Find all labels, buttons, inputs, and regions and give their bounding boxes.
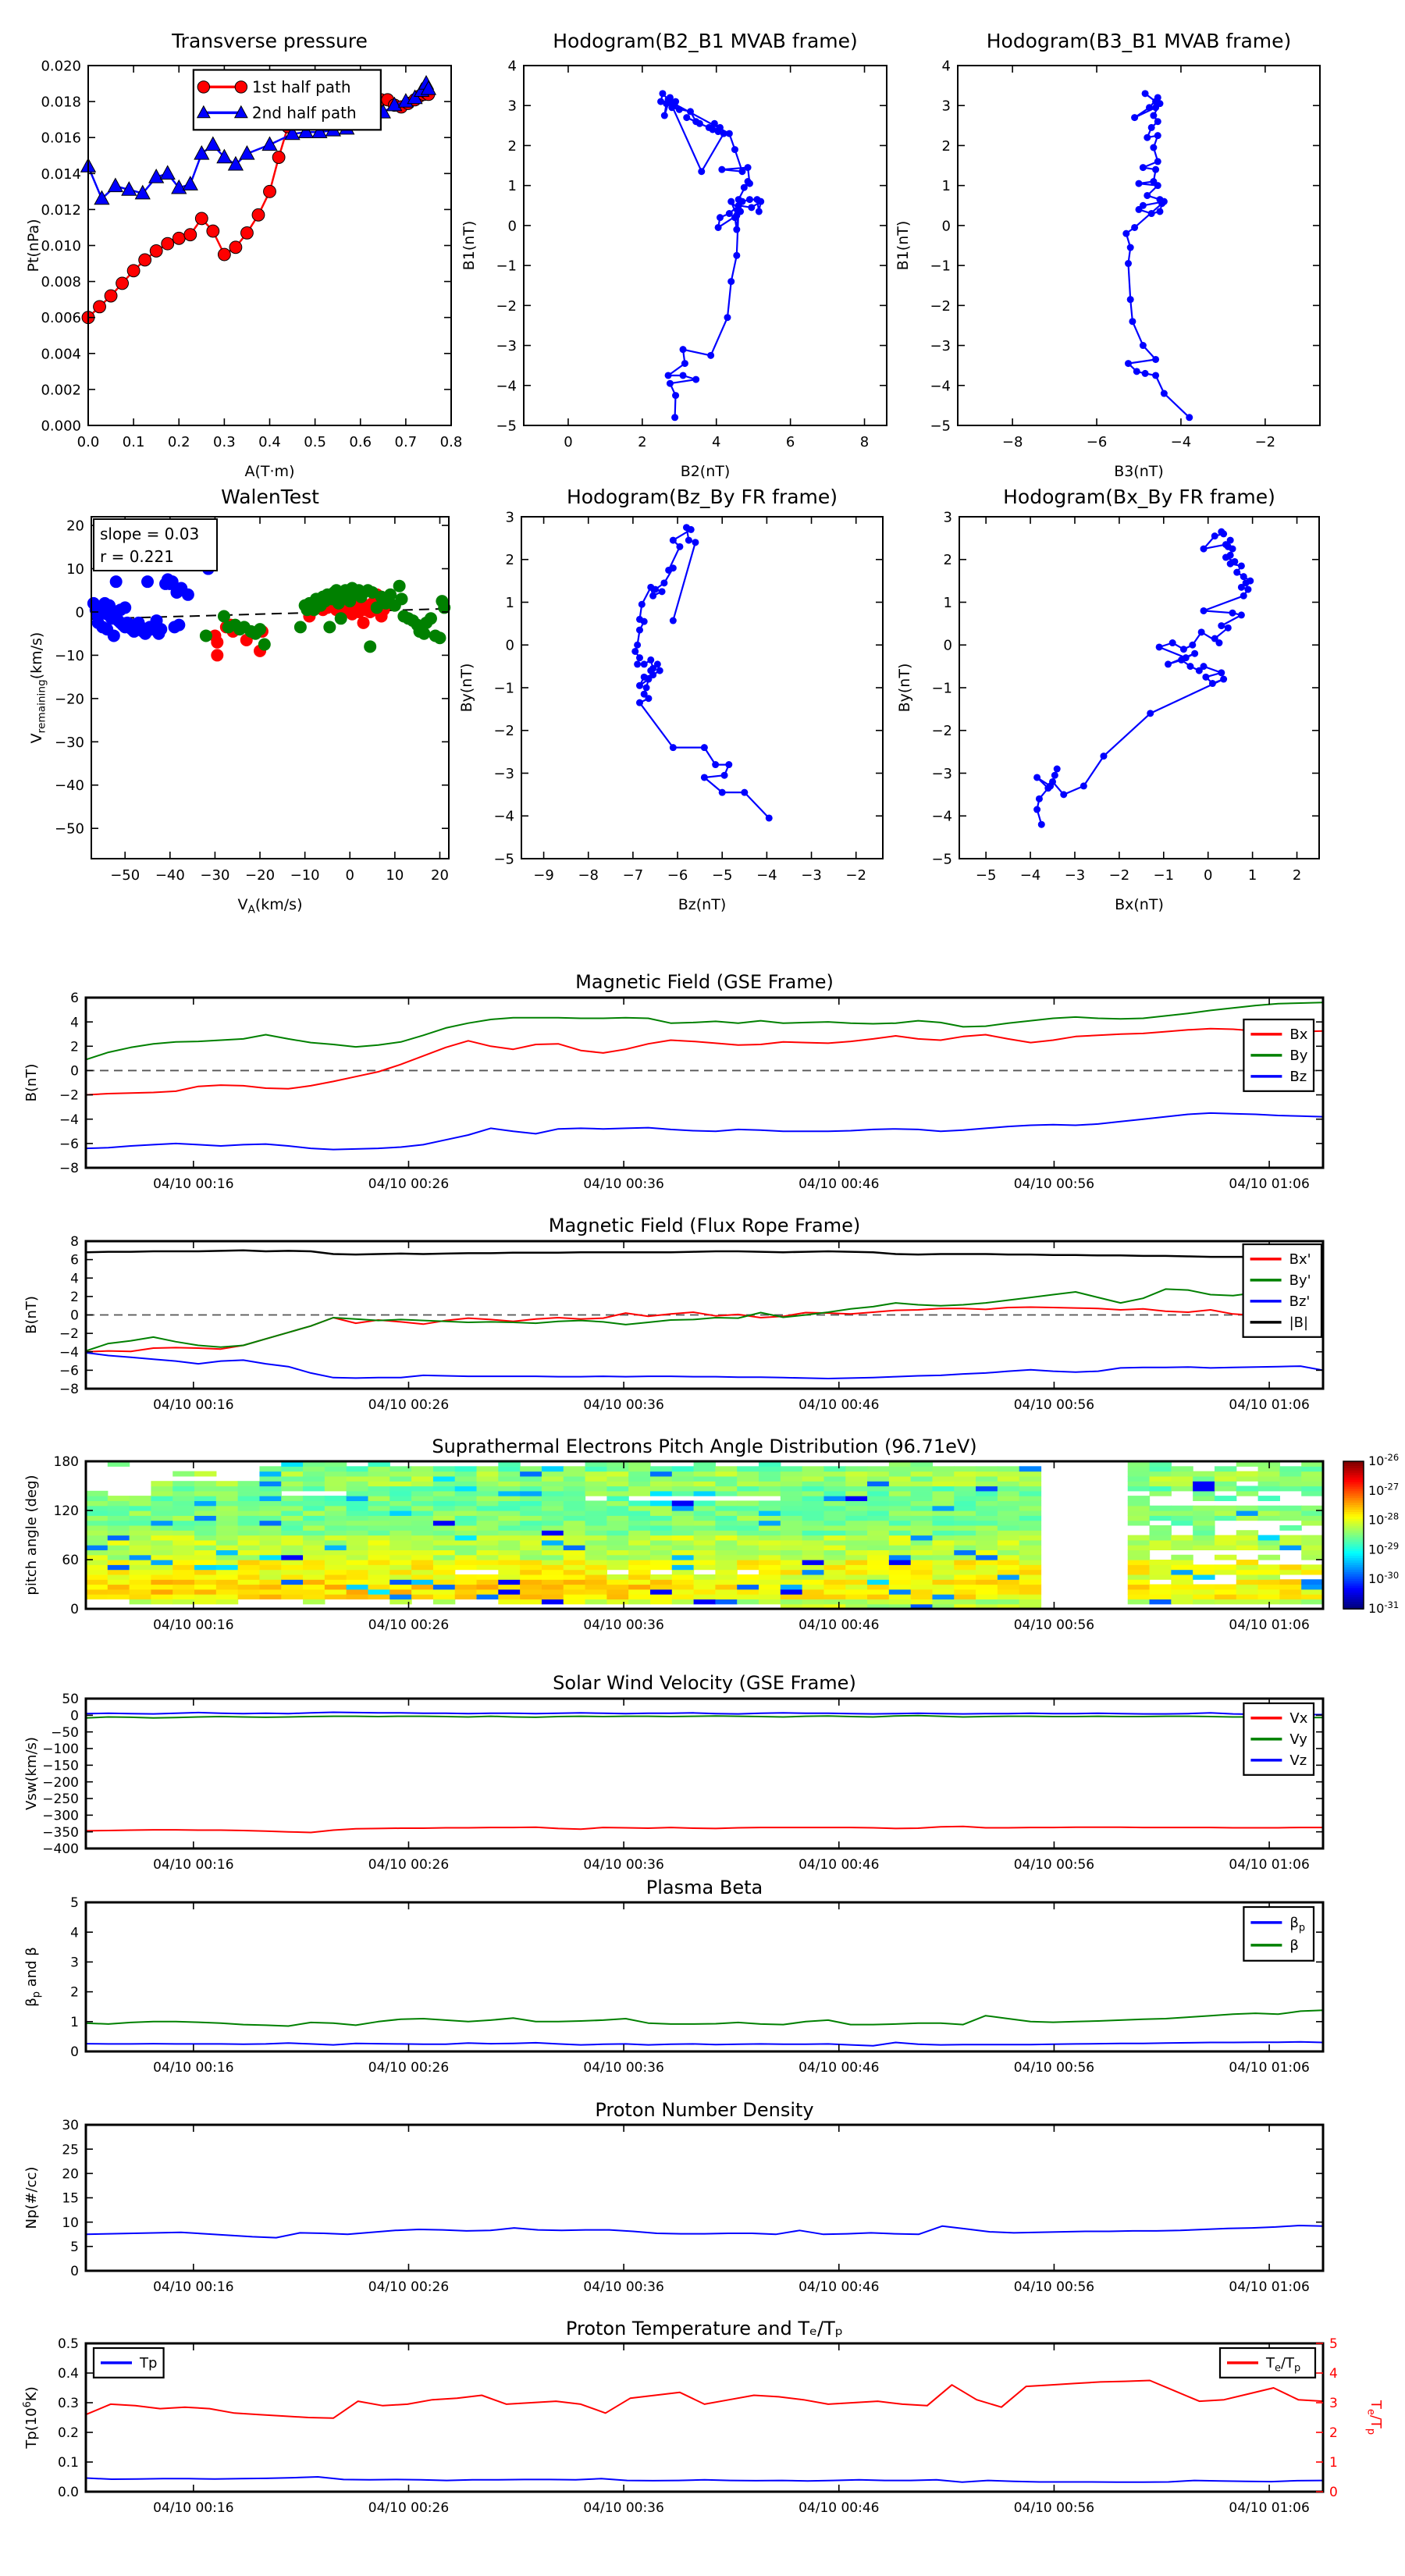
svg-text:10: 10 (62, 2215, 79, 2231)
svg-text:1: 1 (505, 594, 514, 611)
svg-text:A(T·m): A(T·m) (244, 463, 295, 480)
svg-text:04/10 00:26: 04/10 00:26 (368, 1176, 450, 1192)
svg-text:r = 0.221: r = 0.221 (100, 547, 174, 566)
svg-text:3: 3 (1329, 2396, 1338, 2412)
svg-text:1: 1 (1329, 2455, 1338, 2471)
svg-text:−4: −4 (59, 1344, 79, 1361)
svg-text:Np(#/cc): Np(#/cc) (23, 2166, 40, 2229)
svg-text:Bz(nT): Bz(nT) (678, 896, 727, 913)
svg-text:2: 2 (70, 1289, 79, 1305)
svg-text:0: 0 (75, 604, 84, 621)
svg-text:0.3: 0.3 (57, 2396, 79, 2412)
svg-text:10: 10 (66, 561, 84, 578)
svg-text:0.010: 0.010 (41, 237, 81, 254)
svg-text:0: 0 (70, 1063, 79, 1080)
svg-text:−3: −3 (930, 338, 951, 355)
svg-text:04/10 00:56: 04/10 00:56 (1013, 2060, 1095, 2076)
svg-text:−2: −2 (496, 297, 517, 315)
svg-text:B(nT): B(nT) (23, 1296, 40, 1334)
svg-text:5: 5 (70, 2239, 79, 2255)
svg-text:0.7: 0.7 (394, 434, 418, 450)
proton-temperature-title: Proton Temperature and Tₑ/Tₚ (565, 2318, 844, 2339)
svg-text:04/10 00:26: 04/10 00:26 (368, 2279, 450, 2295)
svg-text:04/10 01:06: 04/10 01:06 (1229, 1176, 1310, 1192)
magnetic-field-fr-chart (25, 1232, 1405, 1428)
svg-text:180: 180 (53, 1454, 79, 1471)
svg-text:04/10 00:16: 04/10 00:16 (153, 1857, 234, 1873)
hodogram-b2b1-chart (446, 55, 899, 486)
svg-text:Vx: Vx (1289, 1710, 1308, 1727)
svg-text:2: 2 (70, 1984, 79, 2001)
svg-text:0: 0 (505, 637, 514, 654)
hodogram-b2b1-title: Hodogram(B2_B1 MVAB frame) (553, 30, 858, 52)
svg-text:−1: −1 (493, 680, 514, 697)
svg-text:04/10 00:36: 04/10 00:36 (583, 2500, 664, 2516)
svg-text:0.1: 0.1 (122, 434, 145, 450)
svg-text:−400: −400 (42, 1841, 79, 1858)
svg-text:1: 1 (1247, 867, 1257, 884)
magnetic-field-fr-title: Magnetic Field (Flux Rope Frame) (548, 1215, 861, 1236)
svg-text:βp and β: $\beta_p$ and β (23, 1947, 43, 2007)
svg-text:−3: −3 (493, 765, 514, 782)
svg-text:04/10 01:06: 04/10 01:06 (1229, 1617, 1310, 1633)
svg-text:0.5: 0.5 (57, 2336, 79, 2353)
svg-text:0.000: 0.000 (41, 418, 81, 435)
svg-text:−40: −40 (155, 867, 185, 884)
magnetic-field-gse-chart (25, 988, 1405, 1207)
svg-text:−300: −300 (42, 1808, 79, 1824)
svg-text:−350: −350 (42, 1824, 79, 1841)
svg-text:−8: −8 (1001, 434, 1023, 450)
svg-text:04/10 01:06: 04/10 01:06 (1229, 2279, 1310, 2295)
svg-text:−10: −10 (290, 867, 320, 884)
svg-text:04/10 00:16: 04/10 00:16 (153, 1176, 234, 1192)
svg-text:−8: −8 (59, 1382, 79, 1398)
hodogram-bxby-chart (881, 506, 1332, 920)
svg-text:0.014: 0.014 (41, 165, 81, 183)
hodogram-bzby-chart (443, 506, 895, 920)
svg-text:−250: −250 (42, 1791, 79, 1808)
h21-svg (446, 55, 899, 486)
svg-text:5: 5 (70, 1895, 79, 1912)
svg-text:−3: −3 (1064, 867, 1086, 884)
svg-text:Tp(106K): $Tp(10^6K)$ (22, 2386, 40, 2449)
svg-text:−2: −2 (1254, 434, 1276, 450)
svg-text:04/10 00:16: 04/10 00:16 (153, 2500, 234, 2516)
svg-text:4: 4 (712, 434, 721, 450)
svg-text:−4: −4 (931, 808, 952, 825)
svg-text:Vy: Vy (1289, 1731, 1307, 1749)
svg-text:B1(nT): B1(nT) (895, 220, 912, 271)
svg-text:B1(nT): B1(nT) (461, 220, 478, 271)
svg-text:0: 0 (941, 218, 951, 235)
svg-text:−6: −6 (59, 1363, 79, 1379)
svg-text:04/10 00:56: 04/10 00:56 (1013, 2500, 1095, 2516)
svg-text:04/10 00:16: 04/10 00:16 (153, 2060, 234, 2076)
np-svg (25, 2115, 1405, 2310)
svg-text:04/10 01:06: 04/10 01:06 (1229, 1397, 1310, 1413)
svg-text:By(nT): By(nT) (896, 663, 913, 713)
svg-text:2: 2 (505, 552, 514, 569)
svg-text:−1: −1 (930, 258, 951, 275)
svg-text:0.4: 0.4 (57, 2366, 79, 2382)
svg-text:1: 1 (943, 594, 952, 611)
svg-text:10-28: $10^{-28}$ (1368, 1510, 1400, 1528)
svg-text:04/10 00:46: 04/10 00:46 (799, 1617, 880, 1633)
h31-svg (880, 55, 1332, 486)
svg-text:−6: −6 (667, 867, 688, 884)
svg-text:Te/Tp: $T_e/T_p$ (1266, 2355, 1301, 2375)
svg-text:0.012: 0.012 (41, 201, 81, 219)
svg-text:−2: −2 (59, 1326, 79, 1343)
svg-text:0.3: 0.3 (213, 434, 236, 450)
svg-text:Bx': Bx' (1289, 1251, 1311, 1268)
svg-text:Vz: Vz (1289, 1752, 1307, 1770)
svg-text:04/10 00:26: 04/10 00:26 (368, 1617, 450, 1633)
svg-text:Bz': Bz' (1289, 1293, 1311, 1311)
svg-text:−2: −2 (1108, 867, 1130, 884)
svg-text:2: 2 (638, 434, 647, 450)
svg-text:6: 6 (785, 434, 795, 450)
tp-svg (22, 2334, 1405, 2531)
svg-text:VA(km/s): $V_A(km/s)$ (237, 896, 303, 916)
svg-text:0: 0 (70, 2044, 79, 2061)
svg-text:B3(nT): B3(nT) (1114, 463, 1164, 480)
svg-text:10-31: $10^{-31}$ (1368, 1599, 1400, 1616)
svg-text:Bz: Bz (1289, 1069, 1307, 1086)
svg-text:20: 20 (62, 2166, 79, 2183)
svg-text:−5: −5 (493, 851, 514, 868)
svg-text:04/10 00:36: 04/10 00:36 (583, 1617, 664, 1633)
svg-text:Tp: Tp (140, 2355, 158, 2372)
svg-text:3: 3 (941, 98, 951, 115)
svg-text:4: 4 (507, 58, 517, 75)
svg-text:−4: −4 (930, 378, 951, 395)
svg-text:−1: −1 (931, 680, 952, 697)
svg-text:−150: −150 (42, 1758, 79, 1774)
svg-text:0.4: 0.4 (258, 434, 281, 450)
svg-text:04/10 01:06: 04/10 01:06 (1229, 2500, 1310, 2516)
svg-text:30: 30 (62, 2118, 79, 2134)
bzby-svg (443, 506, 895, 920)
svg-text:0.6: 0.6 (349, 434, 372, 450)
hodogram-b3b1-chart (880, 55, 1332, 486)
svg-text:−40: −40 (55, 777, 84, 795)
solar-wind-velocity-title: Solar Wind Velocity (GSE Frame) (553, 1672, 856, 1694)
svg-text:0: 0 (70, 2264, 79, 2280)
transverse-pressure-title: Transverse pressure (172, 30, 368, 52)
svg-text:3: 3 (943, 509, 952, 526)
svg-text:2: 2 (943, 552, 952, 569)
svg-text:−4: −4 (1170, 434, 1192, 450)
svg-text:2: 2 (507, 137, 517, 155)
svg-text:β: β (1289, 1937, 1299, 1955)
svg-text:Te/Tp: $T_e/T_p$ (1364, 2400, 1384, 2435)
svg-text:−2: −2 (493, 723, 514, 740)
svg-text:−6: −6 (1086, 434, 1108, 450)
svg-text:04/10 00:36: 04/10 00:36 (583, 1857, 664, 1873)
svg-text:04/10 00:56: 04/10 00:56 (1013, 1176, 1095, 1192)
hodogram-bxby-title: Hodogram(Bx_By FR frame) (1003, 486, 1275, 508)
svg-text:0.002: 0.002 (41, 382, 81, 399)
svg-text:−4: −4 (59, 1112, 79, 1128)
pad-svg (25, 1452, 1405, 1648)
svg-text:0.008: 0.008 (41, 274, 81, 291)
svg-text:0: 0 (943, 637, 952, 654)
svg-text:0: 0 (70, 1308, 79, 1324)
svg-text:−5: −5 (931, 851, 952, 868)
svg-text:60: 60 (62, 1553, 79, 1569)
svg-text:10-29: $10^{-29}$ (1368, 1540, 1400, 1557)
svg-text:−4: −4 (756, 867, 777, 884)
plasma-beta-chart (25, 1893, 1405, 2090)
svg-text:04/10 00:36: 04/10 00:36 (583, 2060, 664, 2076)
svg-text:3: 3 (507, 98, 517, 115)
svg-text:4: 4 (941, 58, 951, 75)
svg-text:−50: −50 (110, 867, 140, 884)
svg-text:−8: −8 (578, 867, 599, 884)
svg-text:4: 4 (1329, 2366, 1338, 2382)
pitch-angle-distribution-chart (25, 1452, 1405, 1648)
svg-text:0: 0 (507, 218, 517, 235)
svg-text:04/10 00:36: 04/10 00:36 (583, 1397, 664, 1413)
svg-text:−30: −30 (55, 734, 84, 751)
svg-text:6: 6 (70, 1252, 79, 1268)
svg-text:−3: −3 (801, 867, 822, 884)
svg-text:−200: −200 (42, 1774, 79, 1791)
proton-density-chart (25, 2115, 1405, 2310)
svg-text:1st half path: 1st half path (251, 77, 351, 97)
svg-text:04/10 01:06: 04/10 01:06 (1229, 2060, 1310, 2076)
svg-text:04/10 00:46: 04/10 00:46 (799, 2060, 880, 2076)
svg-text:By(nT): By(nT) (458, 663, 475, 713)
svg-text:0: 0 (70, 1602, 79, 1618)
svg-text:04/10 00:46: 04/10 00:46 (799, 1176, 880, 1192)
plasma-beta-title: Plasma Beta (646, 1877, 763, 1898)
gse-svg (25, 988, 1405, 1207)
svg-text:4: 4 (70, 1925, 79, 1941)
svg-text:3: 3 (70, 1955, 79, 1971)
svg-text:20: 20 (431, 867, 449, 884)
svg-text:2: 2 (1329, 2425, 1338, 2442)
svg-text:2: 2 (1292, 867, 1302, 884)
fr-svg (25, 1232, 1405, 1428)
svg-text:−3: −3 (496, 338, 517, 355)
svg-text:04/10 00:26: 04/10 00:26 (368, 2060, 450, 2076)
svg-text:−5: −5 (496, 418, 517, 435)
svg-text:04/10 00:16: 04/10 00:16 (153, 1397, 234, 1413)
svg-text:−50: −50 (51, 1724, 79, 1741)
svg-text:By': By' (1289, 1272, 1311, 1290)
svg-text:1: 1 (941, 178, 951, 195)
svg-text:04/10 00:56: 04/10 00:56 (1013, 1857, 1095, 1873)
svg-text:|B|: |B| (1289, 1315, 1309, 1332)
svg-text:Pt(nPa): Pt(nPa) (25, 219, 42, 272)
svg-text:Vsw(km/s): Vsw(km/s) (23, 1737, 40, 1810)
svg-text:0.8: 0.8 (439, 434, 463, 450)
svg-text:0.1: 0.1 (57, 2455, 79, 2471)
svg-text:0.0: 0.0 (76, 434, 100, 450)
svg-text:2: 2 (941, 137, 951, 155)
walen-test-chart (13, 506, 461, 920)
svg-text:15: 15 (62, 2190, 79, 2207)
svg-text:3: 3 (505, 509, 514, 526)
svg-text:10-26: $10^{-26}$ (1368, 1451, 1400, 1468)
svg-text:−3: −3 (931, 765, 952, 782)
svg-text:6: 6 (70, 991, 79, 1007)
hodogram-bzby-title: Hodogram(Bz_By FR frame) (566, 486, 838, 508)
magnetic-field-gse-title: Magnetic Field (GSE Frame) (575, 971, 834, 993)
svg-text:−4: −4 (493, 808, 514, 825)
svg-text:−2: −2 (845, 867, 866, 884)
svg-text:8: 8 (70, 1234, 79, 1251)
svg-text:0.2: 0.2 (57, 2425, 79, 2442)
svg-text:5: 5 (1329, 2336, 1338, 2353)
svg-text:B2(nT): B2(nT) (680, 463, 731, 480)
svg-text:04/10 00:46: 04/10 00:46 (799, 2279, 880, 2295)
svg-text:2: 2 (70, 1039, 79, 1055)
svg-text:−100: −100 (42, 1742, 79, 1758)
vsw-svg (25, 1689, 1405, 1888)
svg-text:20: 20 (66, 518, 84, 535)
pitch-angle-distribution-title: Suprathermal Electrons Pitch Angle Distribution (96.71eV) (432, 1436, 977, 1457)
svg-text:−1: −1 (496, 258, 517, 275)
svg-text:−10: −10 (55, 647, 84, 664)
svg-text:4: 4 (70, 1271, 79, 1287)
svg-text:−4: −4 (496, 378, 517, 395)
svg-text:04/10 00:46: 04/10 00:46 (799, 1857, 880, 1873)
svg-text:By: By (1289, 1048, 1308, 1065)
svg-text:04/10 00:26: 04/10 00:26 (368, 1857, 450, 1873)
solar-wind-velocity-chart (25, 1689, 1405, 1888)
svg-text:−20: −20 (55, 691, 84, 708)
svg-text:04/10 00:56: 04/10 00:56 (1013, 1397, 1095, 1413)
svg-text:B(nT): B(nT) (23, 1063, 40, 1102)
beta-svg (25, 1893, 1405, 2090)
svg-text:04/10 00:26: 04/10 00:26 (368, 2500, 450, 2516)
svg-text:−6: −6 (59, 1136, 79, 1152)
svg-text:10: 10 (386, 867, 404, 884)
svg-text:pitch angle (deg): pitch angle (deg) (23, 1475, 40, 1596)
svg-text:−7: −7 (622, 867, 644, 884)
svg-text:0.5: 0.5 (304, 434, 326, 450)
svg-text:−5: −5 (975, 867, 997, 884)
svg-text:Bx: Bx (1289, 1026, 1308, 1044)
svg-text:0.2: 0.2 (167, 434, 190, 450)
svg-text:−2: −2 (931, 723, 952, 740)
svg-text:04/10 00:36: 04/10 00:36 (583, 2279, 664, 2295)
svg-text:0.016: 0.016 (41, 130, 81, 147)
svg-text:0.006: 0.006 (41, 310, 81, 327)
svg-text:04/10 00:56: 04/10 00:56 (1013, 2279, 1095, 2295)
svg-text:βp: $\beta_p$ (1289, 1915, 1306, 1934)
svg-text:−1: −1 (1153, 867, 1175, 884)
svg-text:4: 4 (70, 1015, 79, 1031)
svg-text:04/10 00:26: 04/10 00:26 (368, 1397, 450, 1413)
svg-text:−8: −8 (59, 1161, 79, 1177)
svg-text:04/10 00:56: 04/10 00:56 (1013, 1617, 1095, 1633)
proton-density-title: Proton Number Density (595, 2099, 814, 2121)
svg-text:10-27: $10^{-27}$ (1368, 1481, 1400, 1498)
svg-text:25: 25 (62, 2142, 79, 2158)
svg-text:0.004: 0.004 (41, 346, 81, 363)
svg-text:0: 0 (345, 867, 354, 884)
svg-text:Vremaining(km/s): $V_{remaining}(km/s)$ (28, 632, 48, 744)
svg-text:0.020: 0.020 (41, 58, 81, 75)
svg-text:−20: −20 (245, 867, 276, 884)
svg-text:−30: −30 (200, 867, 230, 884)
svg-text:0: 0 (70, 1708, 79, 1724)
svg-text:04/10 00:36: 04/10 00:36 (583, 1176, 664, 1192)
svg-text:04/10 00:16: 04/10 00:16 (153, 1617, 234, 1633)
svg-text:120: 120 (53, 1503, 79, 1520)
walen-test-title: WalenTest (221, 486, 319, 508)
svg-text:10-30: $10^{-30}$ (1368, 1570, 1400, 1587)
bxby-svg (881, 506, 1332, 920)
svg-text:−5: −5 (930, 418, 951, 435)
svg-text:−4: −4 (1019, 867, 1041, 884)
svg-text:−50: −50 (55, 820, 84, 838)
svg-text:−2: −2 (930, 297, 951, 315)
svg-text:0.018: 0.018 (41, 94, 81, 111)
svg-text:0.0: 0.0 (57, 2485, 79, 2501)
svg-text:04/10 00:46: 04/10 00:46 (799, 1397, 880, 1413)
proton-temperature-chart (22, 2334, 1405, 2531)
svg-text:04/10 01:06: 04/10 01:06 (1229, 1857, 1310, 1873)
transverse-pressure-chart (10, 55, 464, 486)
svg-text:8: 8 (859, 434, 870, 450)
svg-text:−5: −5 (711, 867, 733, 884)
svg-text:slope = 0.03: slope = 0.03 (100, 525, 200, 543)
svg-text:04/10 00:46: 04/10 00:46 (799, 2500, 880, 2516)
svg-text:0: 0 (1203, 867, 1213, 884)
svg-text:−9: −9 (533, 867, 554, 884)
svg-text:1: 1 (70, 2014, 79, 2030)
svg-text:1: 1 (507, 178, 517, 195)
svg-text:−2: −2 (59, 1087, 79, 1104)
svg-text:Bx(nT): Bx(nT) (1115, 896, 1164, 913)
hodogram-b3b1-title: Hodogram(B3_B1 MVAB frame) (986, 30, 1292, 52)
pt-svg (10, 55, 464, 486)
walen-svg (13, 506, 461, 920)
svg-text:2nd half path: 2nd half path (251, 103, 357, 123)
svg-text:0: 0 (564, 434, 573, 450)
svg-text:0: 0 (1329, 2485, 1338, 2501)
svg-text:50: 50 (62, 1692, 79, 1708)
svg-text:04/10 00:16: 04/10 00:16 (153, 2279, 234, 2295)
